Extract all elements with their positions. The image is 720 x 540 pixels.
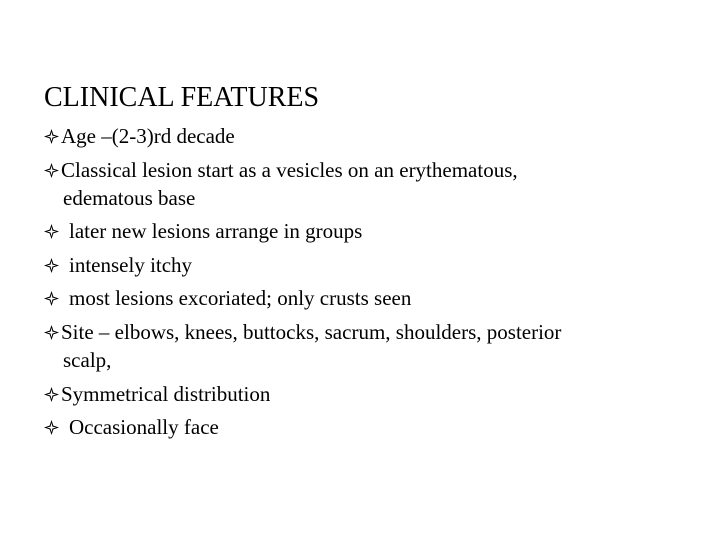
diamond-bullet-icon (44, 156, 61, 184)
bullet-text: intensely itchy (69, 252, 193, 277)
diamond-bullet-icon (44, 217, 61, 245)
bullet-item (44, 251, 674, 279)
diamond-bullet-icon (44, 251, 61, 279)
bullet-item (44, 156, 674, 212)
bullet-item (44, 122, 674, 150)
bullet-item (44, 318, 674, 374)
bullet-list (44, 122, 674, 447)
bullet-item (44, 284, 674, 312)
bullet-text: Occasionally face (69, 415, 219, 440)
bullet-item (44, 380, 674, 408)
diamond-bullet-icon (44, 284, 61, 312)
diamond-bullet-icon (44, 380, 61, 408)
bullet-item (44, 217, 674, 245)
bullet-text: later new lesions arrange in groups (69, 219, 363, 244)
bullet-text: Classical lesion start as a vesicles on an erythematous, edematous base (61, 157, 518, 210)
diamond-bullet-icon (44, 318, 61, 346)
slide-title: CLINICAL FEATURES (44, 82, 320, 113)
bullet-text: Symmetrical distribution (61, 381, 271, 406)
bullet-text: Age –(2-3)rd decade (61, 124, 235, 148)
diamond-bullet-icon (44, 122, 61, 150)
bullet-item (44, 413, 674, 441)
bullet-text: most lesions excoriated; only crusts seen (69, 286, 412, 311)
bullet-text: Site – elbows, knees, buttocks, sacrum, shoulders, posterior scalp, (61, 319, 562, 372)
diamond-bullet-icon (44, 413, 61, 441)
